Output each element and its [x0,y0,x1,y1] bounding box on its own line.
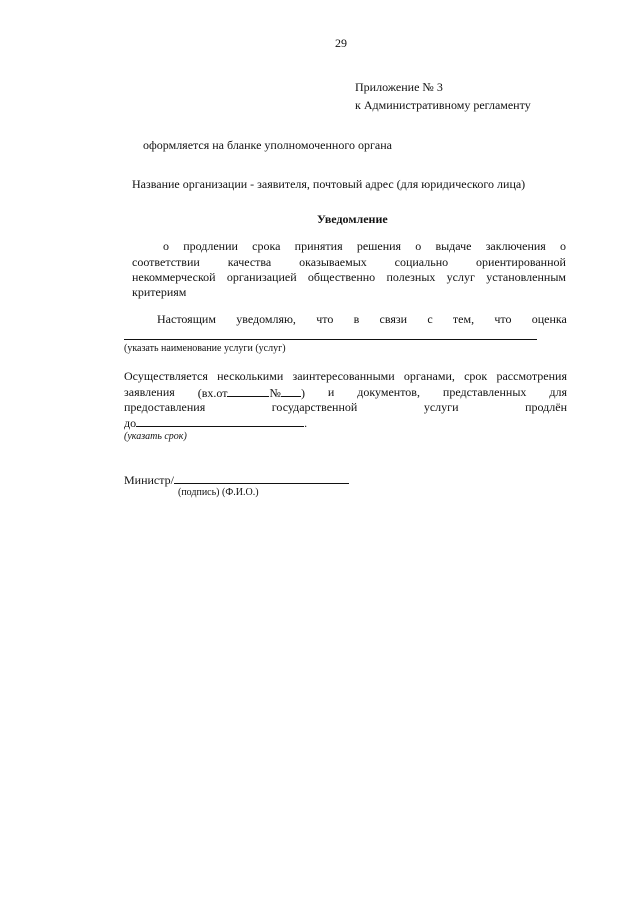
word: что [494,312,512,326]
notice-line-1 [157,312,567,327]
word: представленных [442,385,527,399]
word: продлён [525,400,567,414]
word: заявления [124,385,175,399]
word: Осуществляется [124,369,208,383]
word: соответствии [132,255,200,269]
word: некоммерческой [132,270,216,284]
subject-line-1 [163,239,566,254]
word: (вх.от [197,386,228,400]
word: с [427,312,433,326]
word: Настоящим [157,312,216,326]
word: организацией [226,270,297,284]
notice-para2-line-4 [124,415,307,431]
notice-para2-line-1 [124,369,567,384]
word: установленным [486,270,566,284]
word: ориентированной [476,255,566,269]
signature-line [124,472,349,488]
organization-line: Название организации - заявителя, почтовый адрес (для юридического лица) [132,177,526,191]
appendix-line-2: к Административному регламенту [355,98,531,112]
word: принятия [294,239,343,253]
word: заключения [485,239,546,253]
word: выдаче [435,239,472,253]
word: о [560,239,566,253]
word: несколькими [217,369,284,383]
word: для [549,385,567,399]
term-hint [124,431,187,443]
word: тем, [452,312,475,326]
service-name-blank-line [124,339,537,340]
signature-label: Министр/ [124,473,174,487]
subject-line-3 [132,270,566,285]
blank-note: оформляется на бланке уполномоченного органа [143,138,392,152]
word: . [304,416,308,430]
word: в [353,312,360,326]
word: о [163,239,169,253]
word: срока [252,239,281,253]
signature-blank [174,472,349,484]
word: связи [379,312,408,326]
date-blank [227,385,269,397]
word: рассмотрения [496,369,567,383]
word: органами, [403,369,455,383]
word: и [327,385,335,399]
number-blank [281,385,301,397]
document-title-text: Уведомление [317,212,388,226]
word: социально [394,255,449,269]
word: ) [300,386,305,400]
appendix-line-1: Приложение № 3 [355,80,443,94]
word: срок [464,369,488,383]
word: качества [227,255,272,269]
registration-ref [198,385,305,401]
subject-line-2 [132,255,566,270]
word: оценка [531,312,567,326]
service-hint: (указать наименование услуги (услуг) [124,343,286,354]
notice-para2-line-3 [124,400,567,415]
word: предоставления [124,400,206,414]
word: документов, [357,385,420,399]
word: общественно [307,270,376,284]
signature-hint: (подпись) (Ф.И.О.) [178,487,259,498]
word: полезных [386,270,436,284]
word: уведомляю, [236,312,296,326]
word: государственной [271,400,358,414]
page-number: 29 [335,36,347,50]
word: оказываемых [299,255,367,269]
notice-para2-line-2 [124,385,567,401]
word: услуги [423,400,459,414]
subject-line-4: критериям [132,285,187,299]
word: заинтересованными [292,369,395,383]
word: о [415,239,422,253]
word: продлении [183,239,238,253]
word: услуг [446,270,475,284]
document-title [317,212,388,227]
word: что [316,312,334,326]
term-blank [136,415,304,427]
term-hint-text: (указать срок) [124,431,187,442]
word: № [269,386,281,400]
word: до [124,416,137,430]
word: решения [356,239,402,253]
